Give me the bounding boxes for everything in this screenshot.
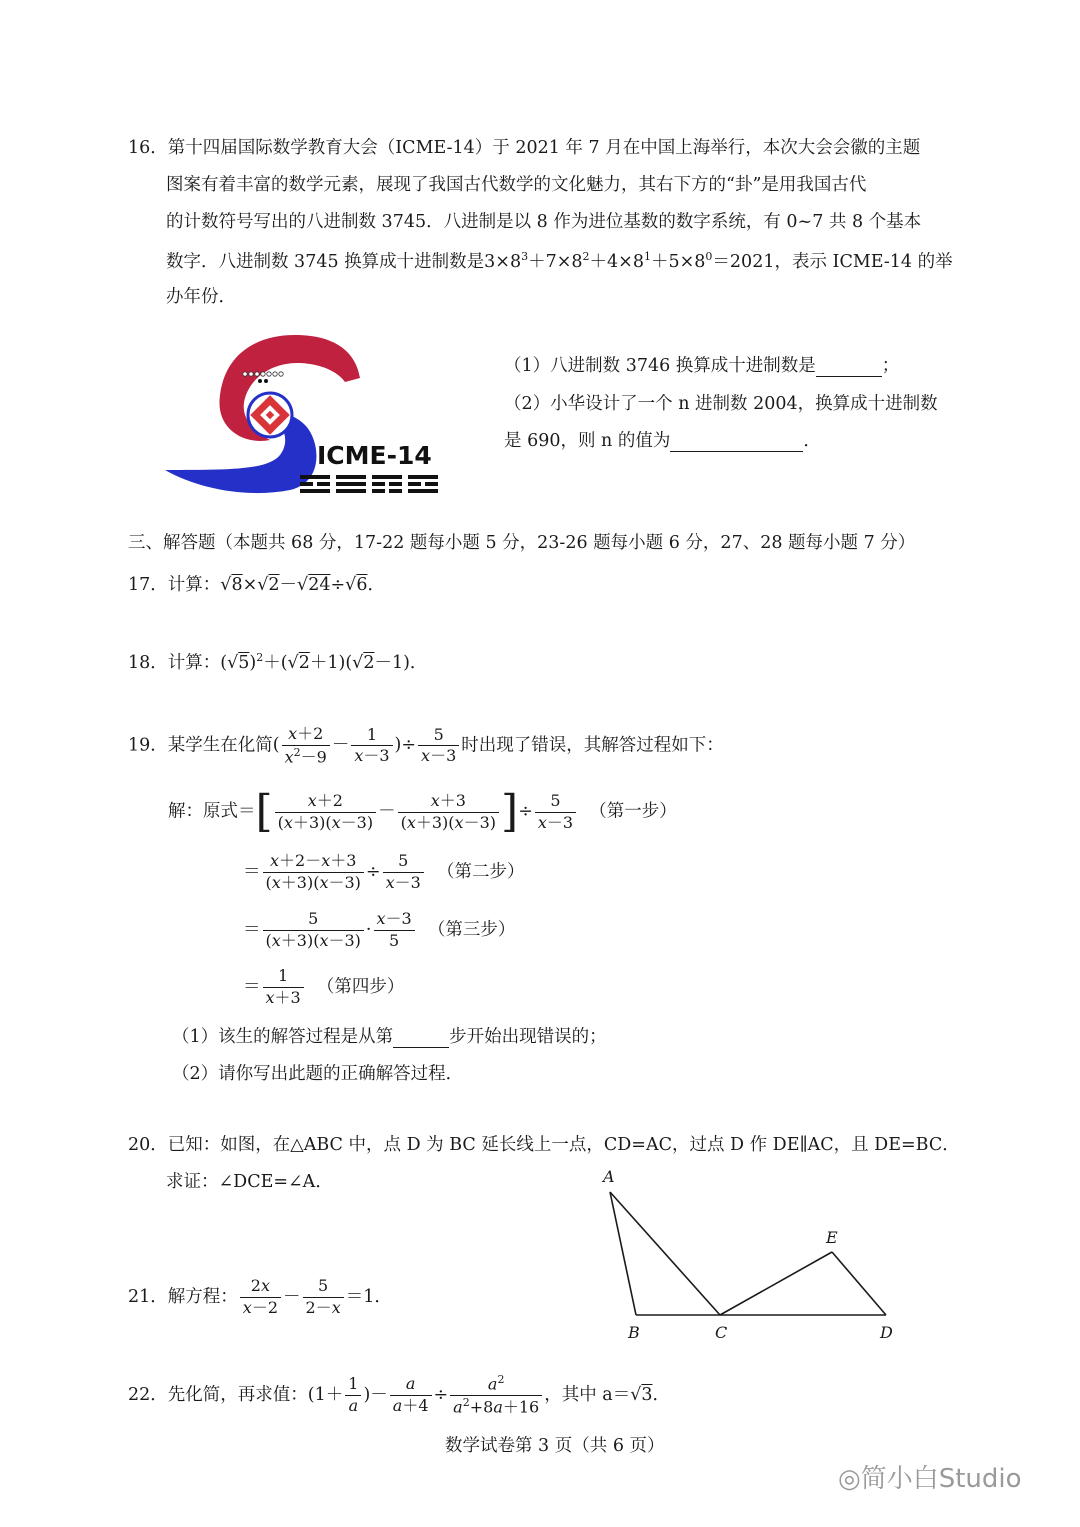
answer-blank	[670, 433, 803, 452]
q19-step2: ＝ $\frac{x+2-x+3}{(x+3)(x-3)}$ ÷ $\frac{5}{x-3}$ （第二步）	[243, 851, 525, 892]
q19-part1	[172, 1029, 607, 1048]
q16-line3: 的计数符号写出的八进制数 3745．八进制是以 8 作为进位基数的数字系统，有 0~7 共 8 个基本	[166, 212, 922, 232]
q20-figure	[590, 1160, 910, 1350]
page-footer: 数学试卷第 3 页（共 6 页）	[445, 1436, 665, 1456]
point-a-label: A	[603, 1167, 615, 1186]
q19-expression: ( $\frac{x+2}{x^2-9}$ － $\frac{1}{x-3}$ )÷ $\frac{5}{x-3}$	[273, 735, 461, 755]
q22	[128, 1373, 670, 1418]
q16-line4	[166, 251, 953, 271]
q16-part2-end: ．	[803, 431, 821, 451]
logo-text: ICME-14	[317, 441, 432, 470]
q16-line4-text: 数字．八进制数 3745 换算成十进制数是	[166, 251, 485, 272]
q17-label: 17．计算：	[128, 575, 221, 595]
q19-step4: ＝ $\frac{1}{x+3}$ （第四步）	[243, 966, 405, 1007]
q19-part1-tail: 步开始出现错误的；	[449, 1027, 607, 1047]
q22-expression: (1＋ $\frac{1}{a}$ )－ $\frac{a}{a+4}$ ÷ $\frac{a^2}{a^2+8a+16}$	[308, 1385, 544, 1405]
icme-logo	[160, 330, 445, 500]
edge-ac	[610, 1192, 720, 1315]
answer-blank	[393, 1029, 449, 1048]
q19-step3: ＝ $\frac{5}{(x+3)(x-3)}$ · $\frac{x-3}{5}$ （第三步）	[243, 909, 516, 950]
step4-note: （第四步）	[316, 976, 405, 997]
section3-heading: 三、解答题（本题共 68 分，17-22 题每小题 5 分，23-26 题每小题 6 分，27、28 题每小题 7 分）	[128, 533, 916, 553]
point-c-label: C	[715, 1323, 728, 1342]
q16-part2a: （2）小华设计了一个 n 进制数 2004，换算成十进制数	[504, 394, 938, 414]
point-e-label: E	[826, 1228, 838, 1247]
q19-part2: （2）请你写出此题的正确解答过程．	[172, 1064, 464, 1084]
edge-ed	[832, 1252, 886, 1315]
q19-label: 19．某学生在化简	[128, 735, 273, 756]
q16-line1: 16．第十四届国际数学教育大会（ICME-14）于 2021 年 7 月在中国上海举行，本次大会会徽的主题	[128, 138, 921, 158]
edge-ce	[720, 1252, 832, 1315]
q17-expression: √8×√2－√24÷√6．	[220, 575, 385, 595]
q16-line4-tail: ，表示 ICME-14 的举	[774, 251, 953, 272]
wechat-icon: ◎	[838, 1464, 861, 1494]
q16-part1	[504, 358, 899, 377]
step2-note: （第二步）	[436, 861, 525, 882]
q18-label: 18．计算：	[128, 652, 221, 673]
watermark	[838, 1458, 1022, 1495]
q21	[128, 1276, 392, 1319]
solution-label: 解：原式	[168, 801, 238, 822]
q18-expression: $(√5)^2+(√2+1)(√2-1)$．	[220, 651, 428, 673]
point-d-label: D	[880, 1323, 893, 1342]
step1-note: （第一步）	[589, 801, 677, 822]
watermark-text: 简小白Studio	[860, 1464, 1022, 1494]
q16-part2b	[504, 433, 821, 452]
q19-step1: 解：原式＝[ $\frac{x+2}{(x+3)(x-3)}$ － $\frac{x+3}{(x+3)(x-3)}$ ]÷ $\frac{5}{x-3}$ （第一步）	[168, 786, 677, 837]
answer-blank	[816, 358, 882, 377]
q16-part2b-text: 是 690，则 n 的值为	[504, 431, 671, 451]
q16-part1-end: ；	[881, 356, 900, 376]
q20-line1: 20．已知：如图，在△ABC 中，点 D 为 BC 延长线上一点，CD=AC，过点 D 作 DE∥AC，且 DE=BC．	[128, 1135, 960, 1155]
q22-value: √3．	[630, 1385, 671, 1406]
q22-cond: ，其中 a＝	[544, 1385, 631, 1406]
q19-stem	[128, 724, 724, 768]
q21-label: 21．解方程：	[128, 1286, 238, 1307]
q16-formula: $3\times 8^3+7\times 8^2+4\times 8^1+5\times 8^0=2021$	[484, 250, 775, 272]
point-b-label: B	[628, 1323, 640, 1342]
q21-equation: $\frac{2x}{x-2}$ － $\frac{5}{2-x}$ ＝1．	[238, 1287, 392, 1307]
q16-line2: 图案有着丰富的数学元素，展现了我国古代数学的文化魅力，其右下方的“卦”是用我国古代	[166, 175, 867, 195]
step3-note: （第三步）	[427, 919, 516, 940]
q19-tail: 时出现了错误，其解答过程如下：	[461, 735, 724, 756]
q20-line2: 求证：∠DCE=∠A．	[166, 1172, 333, 1192]
gua-icon	[300, 475, 438, 493]
q19-part1-text: （1）该生的解答过程是从第	[172, 1027, 394, 1047]
q22-label: 22．先化简，再求值：	[128, 1385, 308, 1406]
edge-ab	[610, 1192, 636, 1315]
q17	[128, 577, 385, 595]
q18	[128, 652, 427, 672]
q16-line5: 办年份．	[166, 287, 236, 307]
q16-part1-text: （1）八进制数 3746 换算成十进制数是	[504, 356, 816, 376]
